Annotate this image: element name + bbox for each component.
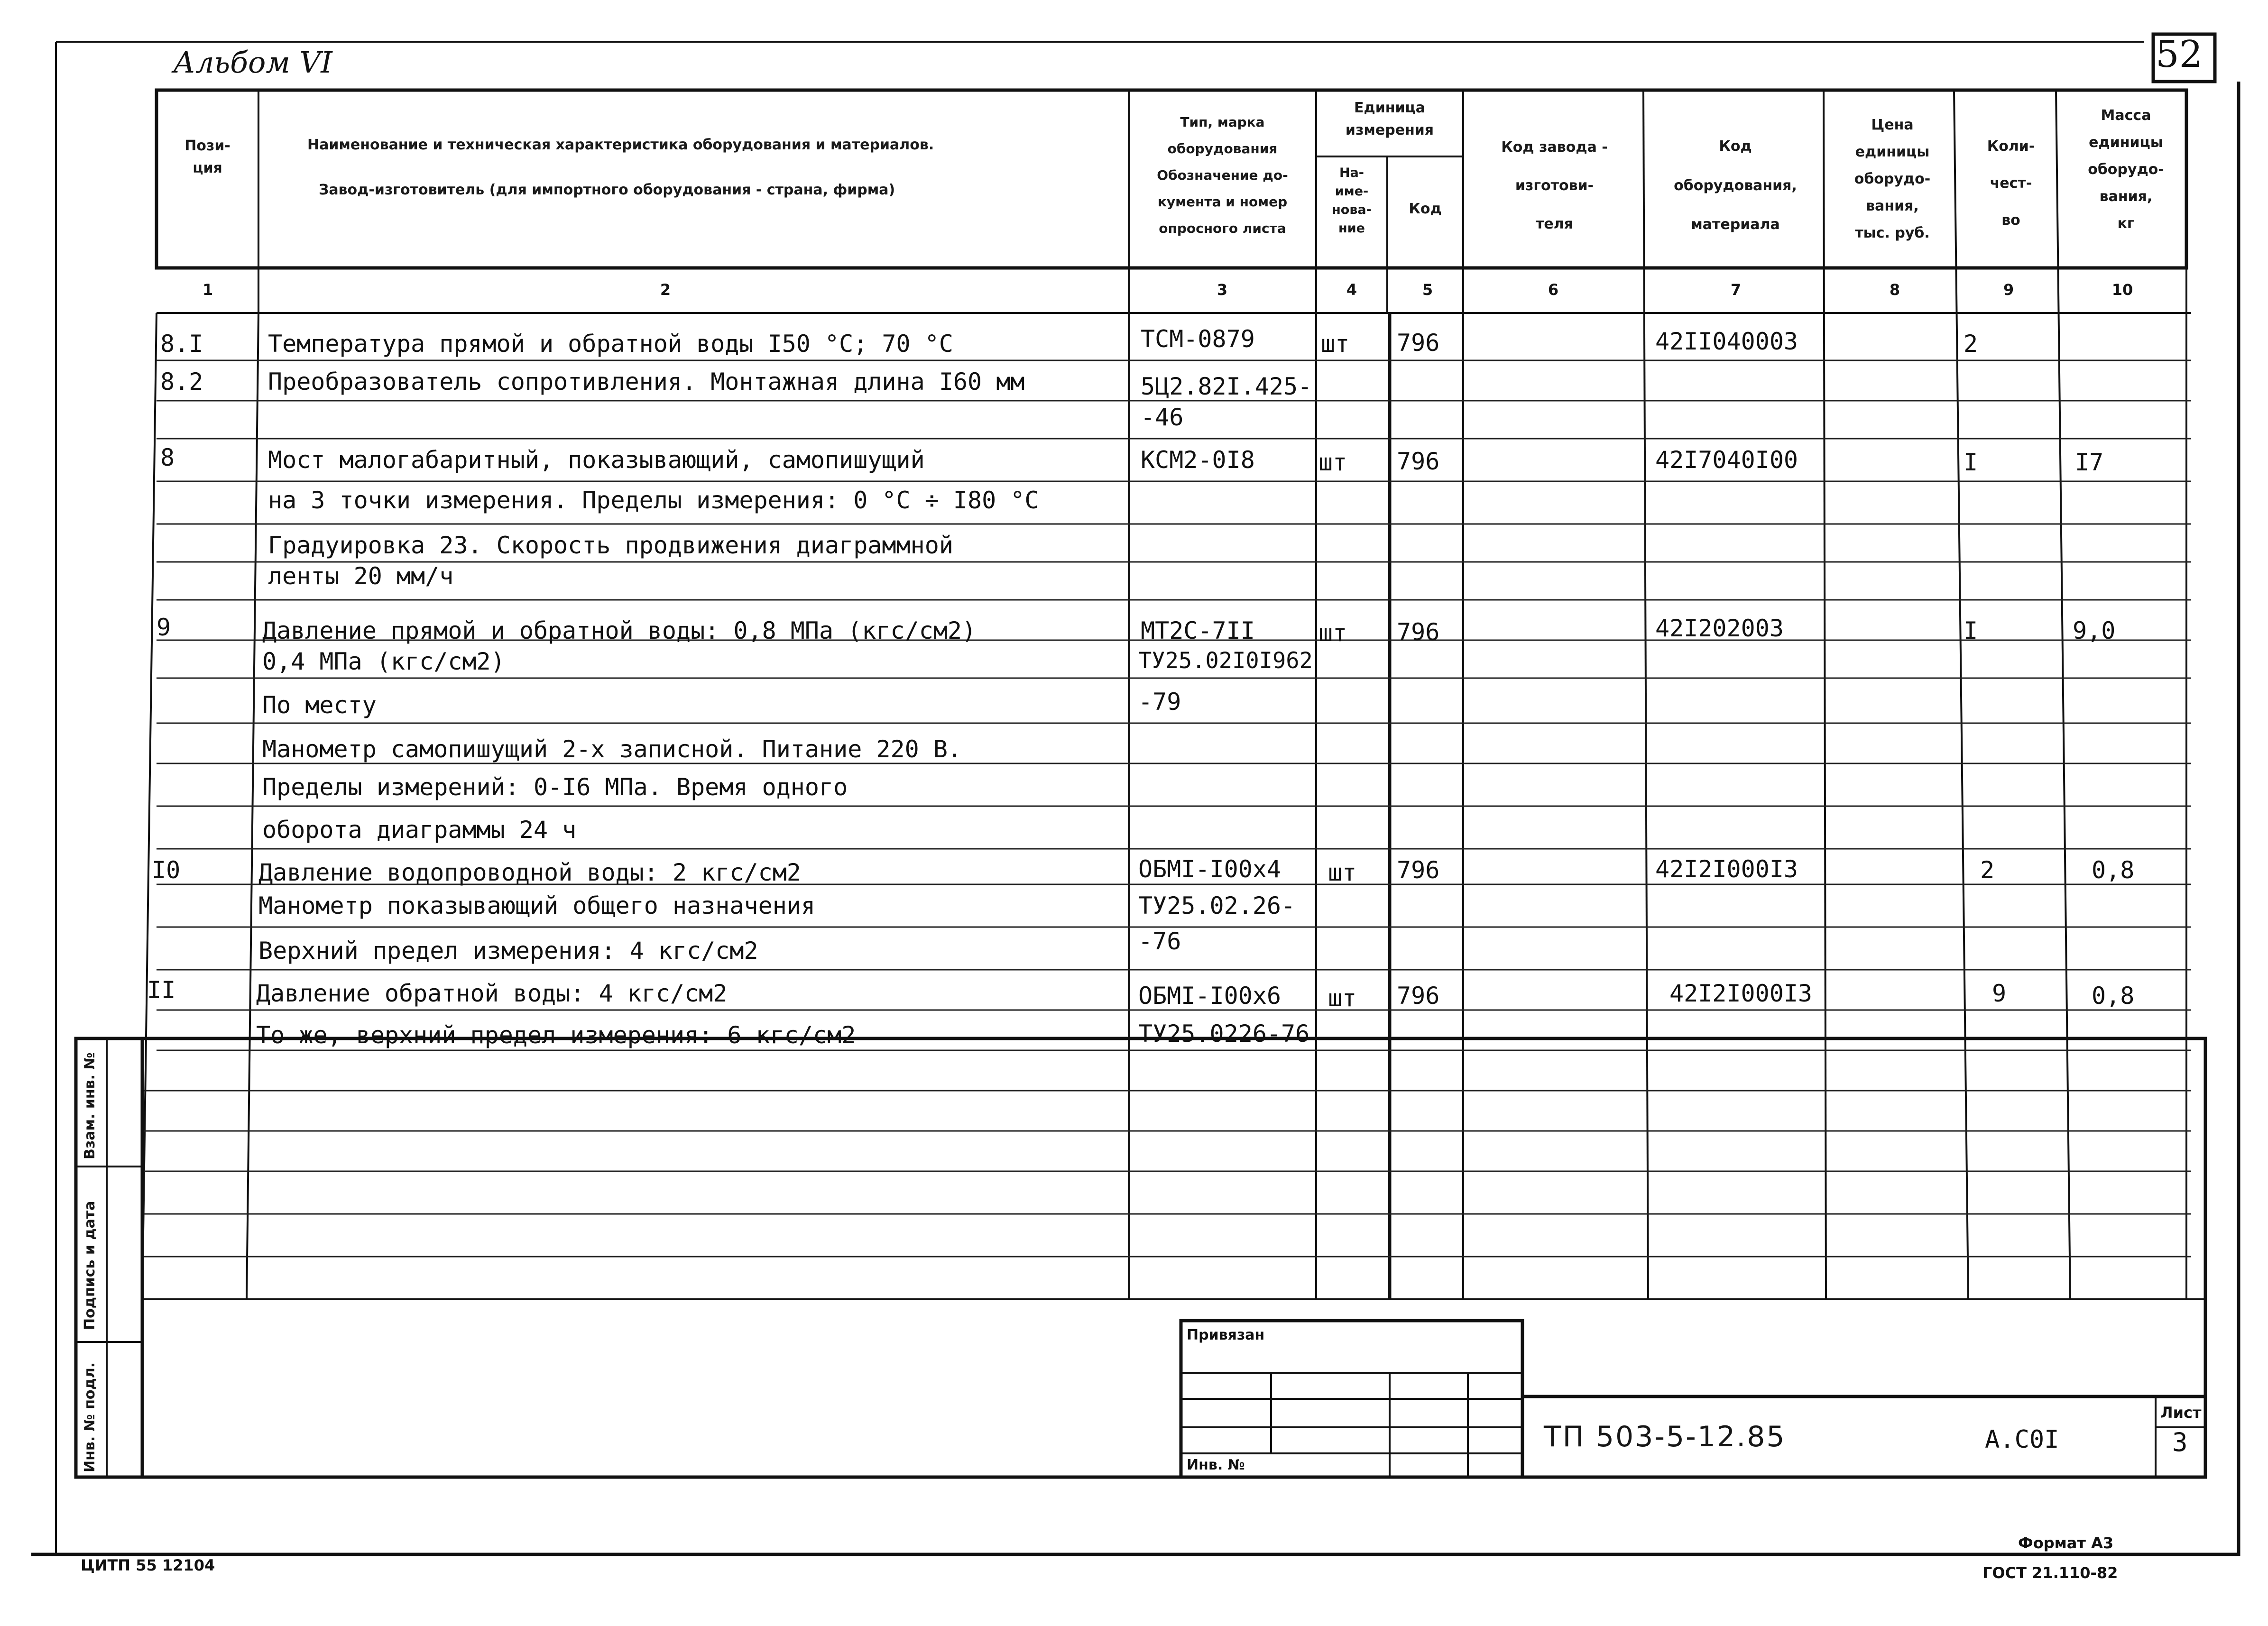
cell-equipment-code: 42II040003 [1655, 328, 1798, 355]
col-number-1: 1 [202, 281, 213, 299]
col-number-9: 9 [2003, 281, 2014, 299]
cell-name: То же, верхний предел измерения: 6 кгс/см2 [256, 1021, 856, 1049]
col-number-5: 5 [1422, 281, 1433, 299]
cell-name: Манометр показывающий общего назначения [258, 892, 815, 919]
document-code: ТП 503-5-12.85 [1544, 1420, 1786, 1453]
footer-format: Формат А3 [2018, 1534, 2114, 1552]
cell-type: ОБМI-I00х6 [1138, 982, 1282, 1010]
header-unit-group: Единица измерения [1345, 100, 1434, 138]
cell-name: Пределы измерений: 0-I6 МПа. Время одного [262, 773, 848, 801]
cell-name: ленты 20 мм/ч [268, 562, 454, 590]
cell-unit-code: 796 [1397, 982, 1440, 1010]
cell-equipment-code: 42I202003 [1655, 615, 1784, 642]
stamp-privyazan: Привязан [1187, 1327, 1265, 1343]
cell-position: 8 [160, 444, 175, 471]
col-number-7: 7 [1730, 281, 1742, 299]
col-number-2: 2 [660, 281, 671, 299]
cell-mass: 0,8 [2092, 856, 2135, 884]
cell-name: Мост малогабаритный, показывающий, самопишущий [268, 446, 925, 474]
cell-unit-code: 796 [1397, 856, 1440, 884]
cell-position: I0 [152, 856, 181, 884]
header-factory-code: Код завода - изготови- теля [1501, 139, 1608, 232]
cell-unit-code: 796 [1397, 448, 1440, 475]
cell-name: Давление обратной воды: 4 кгс/см2 [256, 980, 728, 1007]
col-number-3: 3 [1217, 281, 1228, 299]
page-number: 52 [2156, 33, 2203, 76]
cell-name: оборота диаграммы 24 ч [262, 816, 577, 844]
cell-position: 9 [157, 614, 171, 641]
cell-type: ТУ25.0226-76 [1138, 1020, 1310, 1047]
cell-mass: 0,8 [2092, 982, 2135, 1010]
header-position: Пози- ция [184, 138, 230, 176]
cell-type: ОБМI-I00х4 [1138, 855, 1282, 883]
cell-type: ТУ25.02.26- [1138, 892, 1296, 919]
label-inv-podl: Инв. № подл. [82, 1362, 98, 1472]
cell-name: Давление прямой и обратной воды: 0,8 МПа (кгс/см2) [262, 617, 977, 644]
cell-unit: шт [1328, 984, 1357, 1012]
header-mass: Масса единицы оборудо- вания, кг [2088, 107, 2164, 232]
cell-type: КСМ2-0I8 [1141, 446, 1255, 474]
cell-unit: шт [1328, 859, 1357, 886]
cell-equipment-code: 42I7040I00 [1655, 446, 1798, 474]
header-equipment-code: Код оборудования, материала [1674, 138, 1797, 233]
cell-name: Температура прямой и обратной воды I50 °C; 70 °C [268, 330, 953, 358]
cell-name: 0,4 МПа (кгс/см2) [262, 648, 505, 675]
header-name-line2: Завод-изготовитель (для импортного оборудования - страна, фирма) [319, 182, 895, 198]
col-number-4: 4 [1346, 281, 1357, 299]
footer-gost: ГОСТ 21.110-82 [1982, 1564, 2118, 1582]
cell-type: -79 [1138, 688, 1181, 716]
cell-mass: I7 [2075, 449, 2104, 476]
label-vzam-inv: Взам. инв. № [82, 1052, 98, 1159]
cell-equipment-code: 42I2I000I3 [1669, 980, 1813, 1007]
footer-citp: ЦИТП 55 12104 [81, 1556, 215, 1574]
cell-name: Давление водопроводной воды: 2 кгс/см2 [258, 859, 801, 886]
cell-name: Верхний предел измерения: 4 кгс/см2 [258, 937, 758, 965]
cell-name: Градуировка 23. Скорость продвижения диаграммной [268, 532, 953, 559]
col-number-8: 8 [1889, 281, 1900, 299]
cell-name: Преобразователь сопротивления. Монтажная длина I60 мм [268, 368, 1025, 395]
cell-quantity: 2 [1964, 330, 1978, 358]
header-name-line1: Наименование и техническая характеристика оборудования и материалов. [307, 137, 934, 153]
bottom-frame [76, 1038, 2205, 1477]
header-quantity: Коли- чест- во [1987, 138, 2035, 229]
label-podpis-data: Подпись и дата [82, 1201, 98, 1330]
cell-unit-code: 796 [1397, 329, 1440, 357]
cell-unit: шт [1318, 619, 1347, 647]
cell-mass: 9,0 [2073, 617, 2116, 644]
cell-quantity: I [1964, 617, 1978, 644]
cell-quantity: 2 [1980, 856, 1995, 884]
cell-type: -76 [1138, 928, 1181, 955]
cell-position: II [147, 976, 176, 1004]
cell-unit: шт [1321, 330, 1350, 358]
document-mark: А.С0I [1985, 1425, 2059, 1454]
cell-type: ТУ25.02I0I962 [1138, 648, 1313, 674]
header-unit-name: На- име- нова- ние [1332, 165, 1372, 236]
sheet-label: Лист [2160, 1404, 2202, 1422]
stamp-inv-no: Инв. № [1187, 1457, 1245, 1473]
cell-quantity: 9 [1992, 980, 2007, 1007]
cell-unit-code: 796 [1397, 618, 1440, 646]
cell-quantity: I [1964, 449, 1978, 476]
cell-name: По месту [262, 691, 377, 719]
cell-type: ТСМ-0879 [1141, 325, 1255, 353]
cell-unit: шт [1318, 449, 1347, 476]
cell-position: 8.2 [160, 368, 203, 395]
col-number-6: 6 [1548, 281, 1559, 299]
cell-name: Манометр самопишущий 2-х записной. Питание 220 В. [262, 735, 962, 763]
cell-type: МТ2С-7II [1141, 617, 1255, 644]
col-number-10: 10 [2111, 281, 2133, 299]
header-type: Тип, марка оборудования Обозначение до- кумента и номер опросного листа [1157, 114, 1288, 236]
cell-equipment-code: 42I2I000I3 [1655, 855, 1798, 883]
cell-name: на 3 точки измерения. Пределы измерения: 0 °C ÷ I80 °C [268, 487, 1039, 514]
cell-position: 8.I [160, 330, 203, 358]
sheet-number: 3 [2172, 1427, 2188, 1457]
cell-type: 5Ц2.82I.425- [1141, 373, 1312, 400]
header-price: Цена единицы оборудо- вания, тыс. руб. [1854, 117, 1931, 241]
header-unit-code: Код [1409, 201, 1442, 217]
album-label: Альбом VI [173, 45, 332, 80]
cell-type: -46 [1141, 404, 1184, 431]
